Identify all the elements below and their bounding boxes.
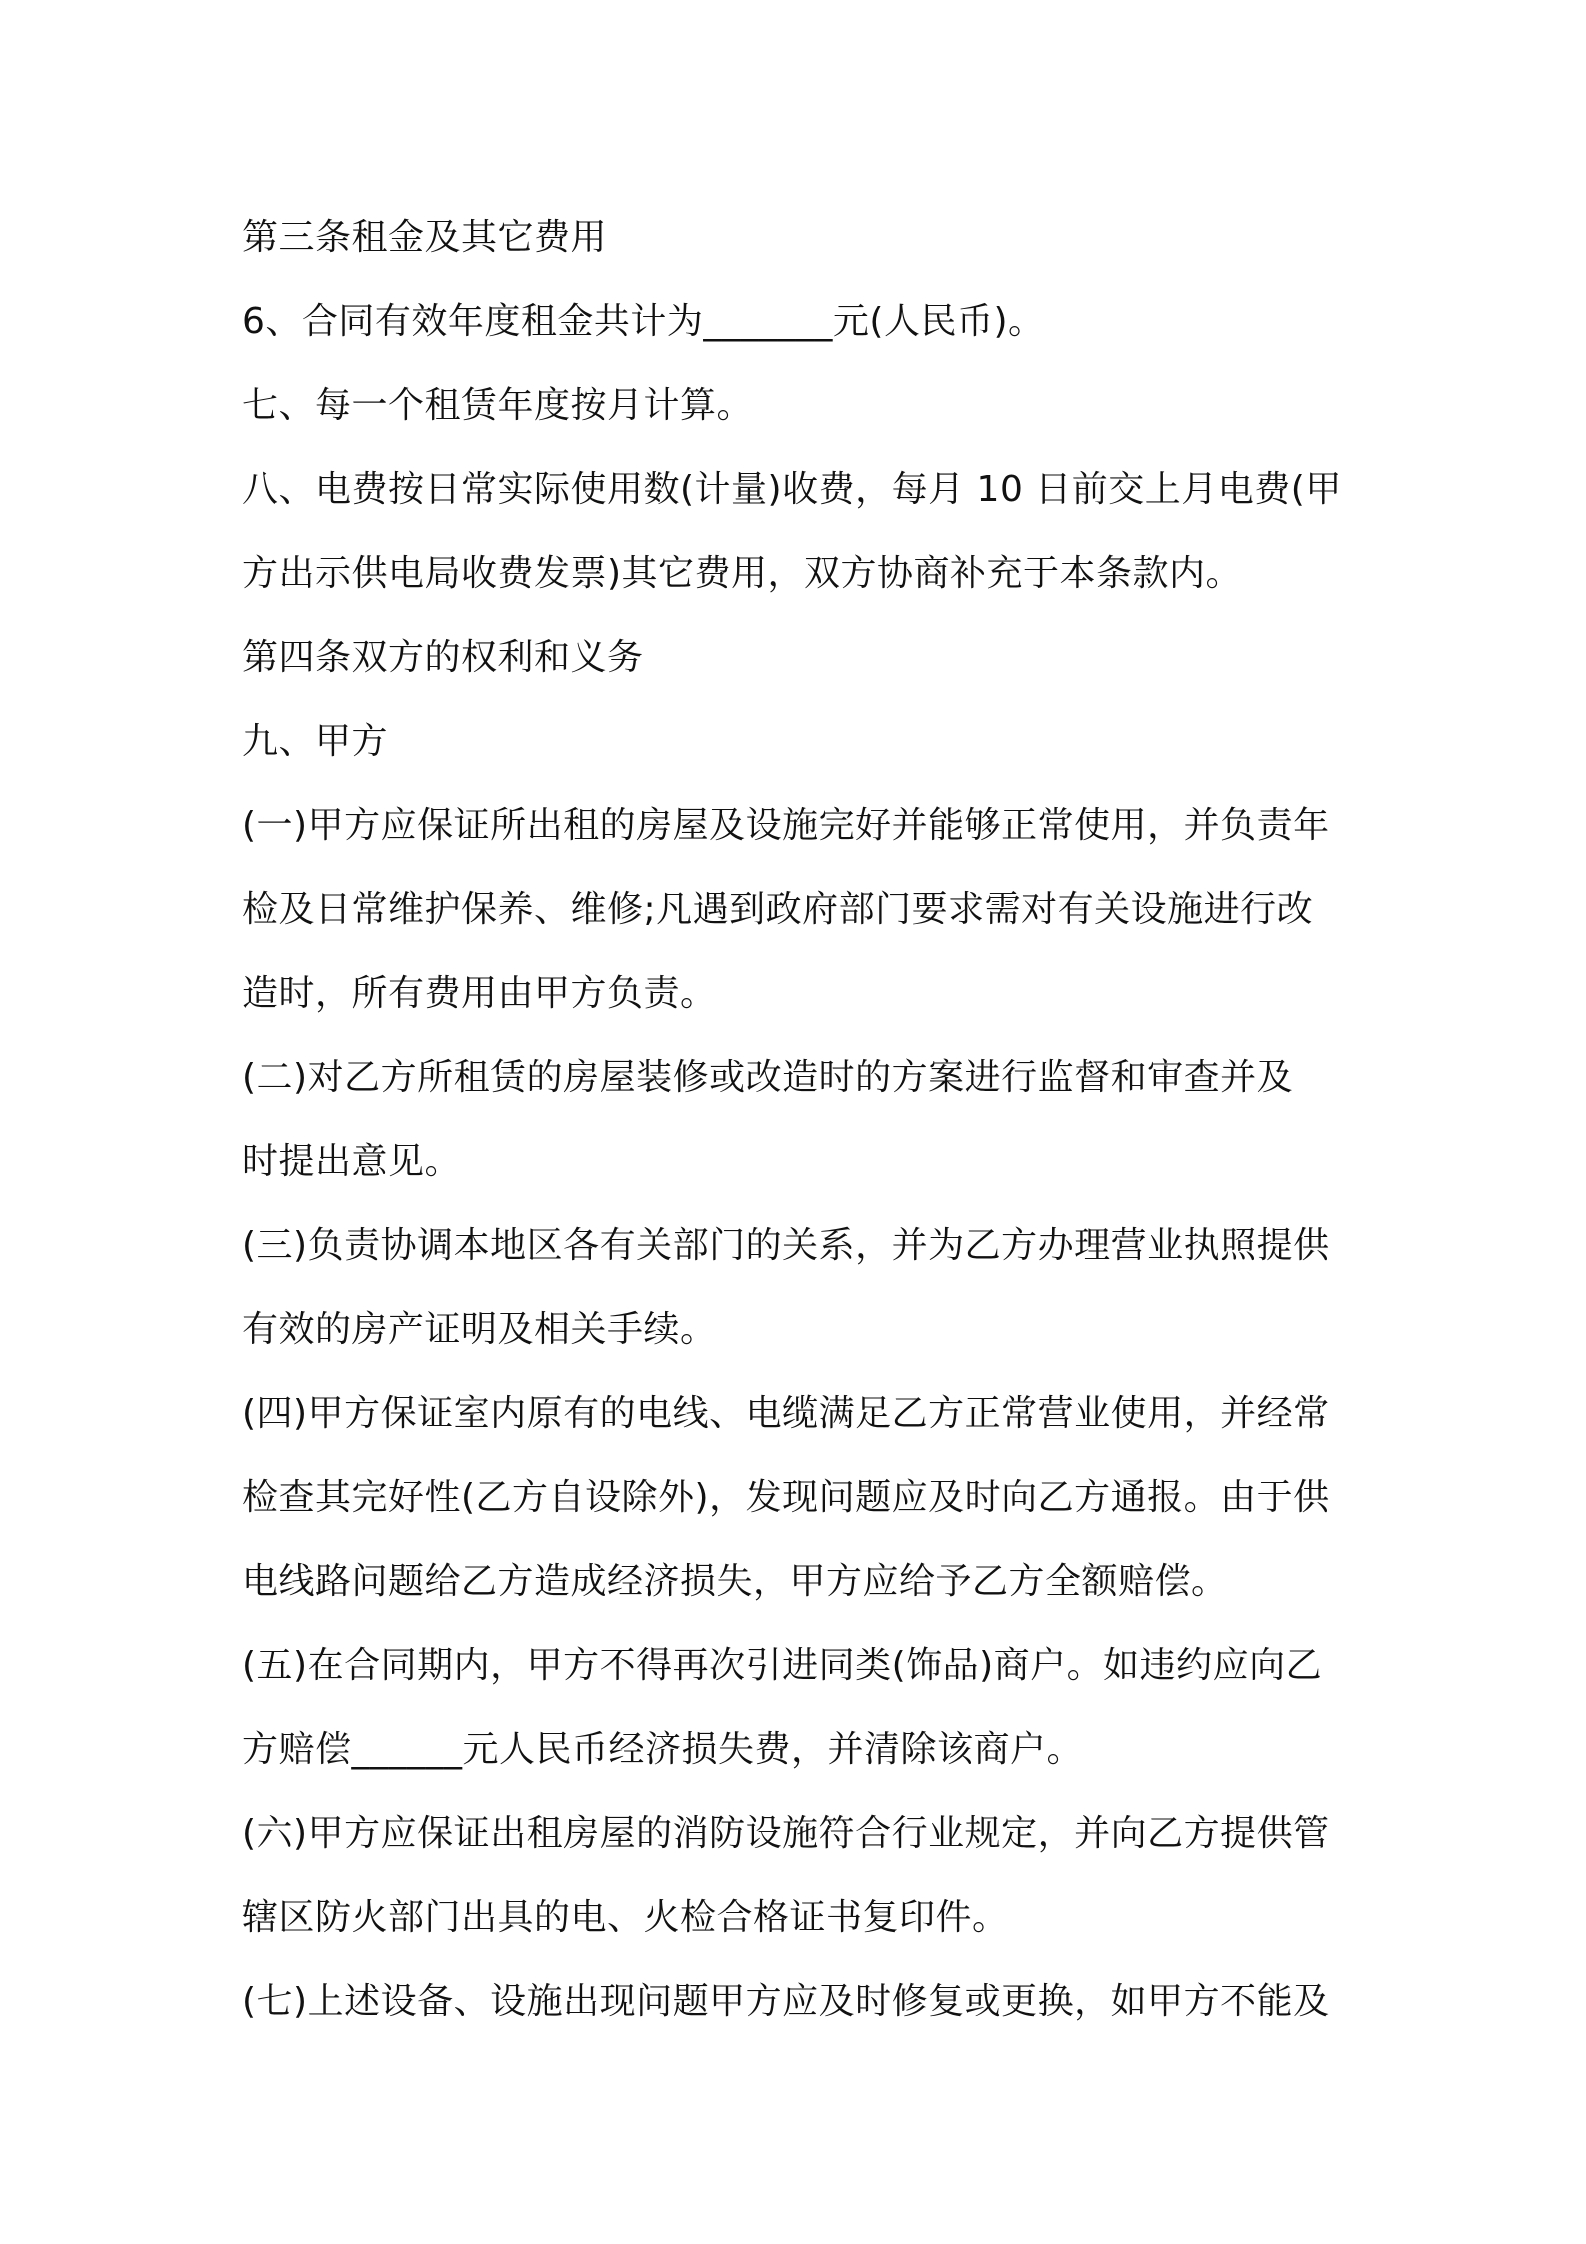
section-heading-3: 第三条租金及其它费用 — [242, 217, 608, 258]
paragraph-line: 七、每一个租赁年度按月计算。 — [242, 385, 754, 426]
paragraph-line: 时提出意见。 — [242, 1141, 462, 1182]
paragraph-line: (五)在合同期内，甲方不得再次引进同类(饰品)商户。如违约应向乙 — [242, 1645, 1323, 1686]
paragraph-line: 检及日常维护保养、维修;凡遇到政府部门要求需对有关设施进行改 — [242, 889, 1314, 930]
paragraph-line: (三)负责协调本地区各有关部门的关系，并为乙方办理营业执照提供 — [242, 1225, 1330, 1266]
paragraph-line: 方出示供电局收费发票)其它费用，双方协商补充于本条款内。 — [242, 553, 1243, 594]
document-body — [242, 196, 1362, 2044]
section-heading-4: 第四条双方的权利和义务 — [242, 637, 644, 678]
paragraph-line: (一)甲方应保证所出租的房屋及设施完好并能够正常使用，并负责年 — [242, 805, 1330, 846]
paragraph-line: 有效的房产证明及相关手续。 — [242, 1309, 717, 1350]
paragraph-line: 九、甲方 — [242, 721, 389, 762]
paragraph-line: 方赔偿______元人民币经济损失费，并清除该商户。 — [242, 1729, 1084, 1770]
paragraph-line: (七)上述设备、设施出现问题甲方应及时修复或更换，如甲方不能及 — [242, 1981, 1330, 2022]
paragraph-line: 辖区防火部门出具的电、火检合格证书复印件。 — [242, 1897, 1009, 1938]
paragraph-line: 电线路问题给乙方造成经济损失，甲方应给予乙方全额赔偿。 — [242, 1561, 1228, 1602]
paragraph-line: (四)甲方保证室内原有的电线、电缆满足乙方正常营业使用，并经常 — [242, 1393, 1330, 1434]
paragraph-line: 6、合同有效年度租金共计为_______元(人民币)。 — [242, 301, 1045, 342]
paragraph-line: 八、电费按日常实际使用数(计量)收费，每月 10 日前交上月电费(甲 — [242, 469, 1342, 510]
paragraph-line: (六)甲方应保证出租房屋的消防设施符合行业规定，并向乙方提供管 — [242, 1813, 1330, 1854]
paragraph-line: 检查其完好性(乙方自设除外)，发现问题应及时向乙方通报。由于供 — [242, 1477, 1330, 1518]
paragraph-line: (二)对乙方所租赁的房屋装修或改造时的方案进行监督和审查并及 — [242, 1057, 1294, 1098]
paragraph-line: 造时，所有费用由甲方负责。 — [242, 973, 717, 1014]
